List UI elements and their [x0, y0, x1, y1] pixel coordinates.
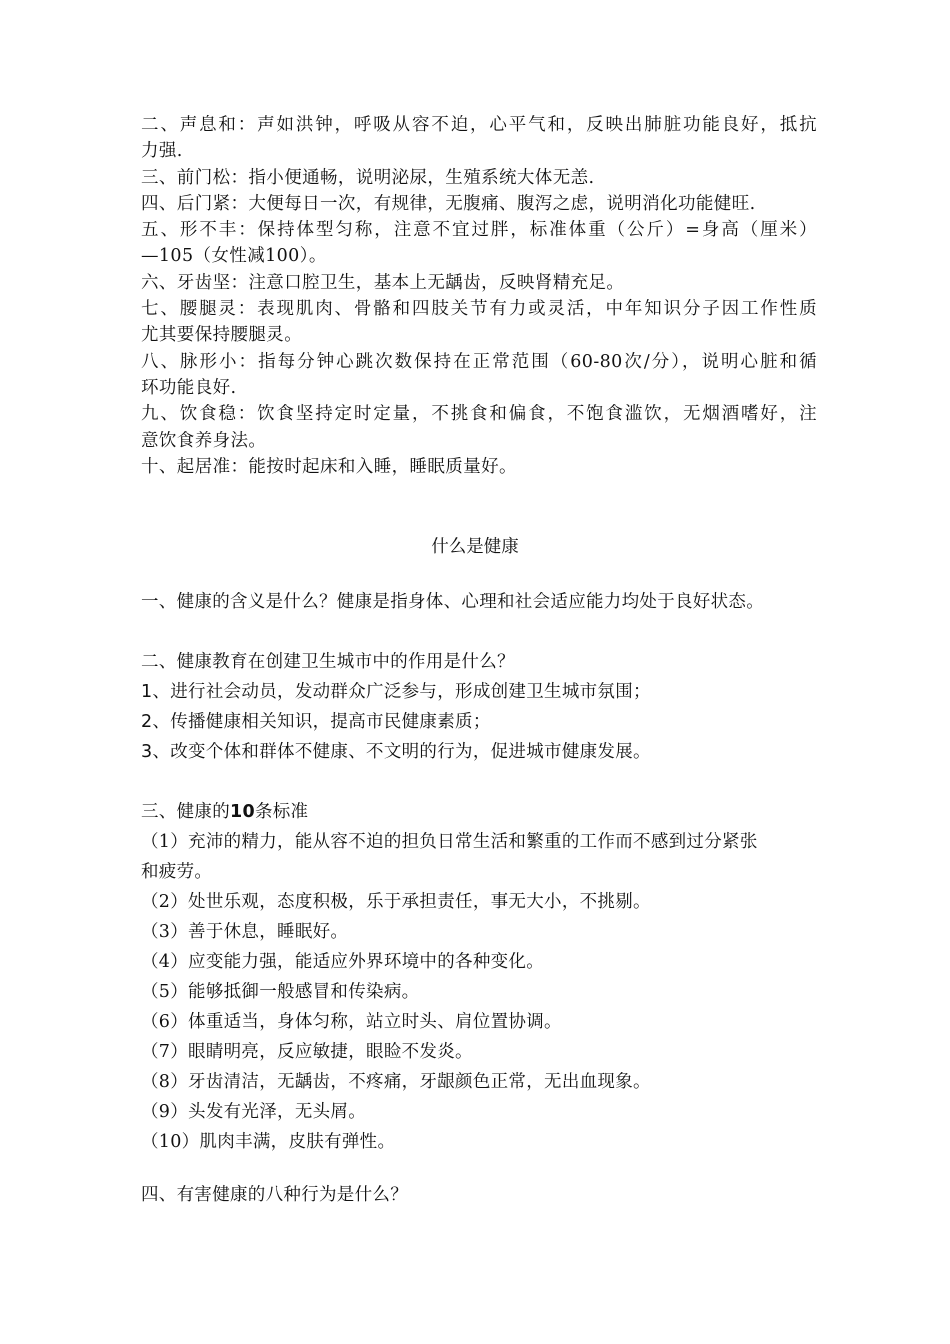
list-item: 六、牙齿坚：注意口腔卫生，基本上无龋齿，反映肾精充足。	[141, 272, 625, 293]
list-item: 3、改变个体和群体不健康、不文明的行为，促进城市健康发展。	[141, 742, 651, 762]
list-item: 八、脉形小：指每分钟心跳次数保持在正常范围（60-80次/分），说明心脏和循	[141, 351, 817, 372]
section-title: 什么是健康	[431, 537, 519, 557]
ten-signs-list	[141, 112, 817, 480]
list-item: 环功能良好.	[141, 377, 237, 398]
heading-number: 10	[230, 802, 255, 822]
list-item: （10）肌肉丰满，皮肤有弹性。	[141, 1132, 396, 1152]
list-item: （1）充沛的精力，能从容不迫的担负日常生活和繁重的工作而不感到过分紧张	[141, 832, 758, 852]
list-item: （7）眼睛明亮，反应敏捷，眼睑不发炎。	[141, 1042, 473, 1062]
list-item: 七、腰腿灵：表现肌肉、骨骼和四肢关节有力或灵活，中年知识分子因工作性质	[141, 299, 817, 320]
question-3-heading	[141, 797, 821, 827]
list-item: 意饮食养身法。	[141, 430, 267, 451]
list-item: 1、进行社会动员，发动群众广泛参与，形成创建卫生城市氛围；	[141, 682, 651, 702]
list-item: （2）处世乐观，态度积极，乐于承担责任，事无大小，不挑剔。	[141, 892, 651, 912]
list-item: （8）牙齿清洁，无龋齿，不疼痛，牙龈颜色正常，无出血现象。	[141, 1072, 651, 1092]
list-item: 和疲劳。	[141, 862, 213, 882]
list-item: 九、饮食稳：饮食坚持定时定量，不挑食和偏食，不饱食滥饮，无烟酒嗜好，注	[141, 404, 817, 425]
list-item: 尤其要保持腰腿灵。	[141, 325, 303, 346]
heading-text: 条标准	[254, 802, 309, 822]
heading-text: 三、健康的	[141, 802, 230, 822]
list-item: （5）能够抵御一般感冒和传染病。	[141, 982, 420, 1002]
list-item: 二、声息和：声如洪钟，呼吸从容不迫，心平气和，反映出肺脏功能良好，抵抗	[141, 115, 817, 135]
list-item: 四、后门紧：大便每日一次，有规律，无腹痛、腹泻之虑，说明消化功能健旺.	[141, 193, 756, 214]
list-item: （6）体重适当，身体匀称，站立时头、肩位置协调。	[141, 1012, 562, 1032]
list-item: 2、传播健康相关知识，提高市民健康素质；	[141, 712, 491, 732]
health-qa-section	[141, 587, 821, 1205]
list-item: —105（女性减100）。	[141, 246, 327, 267]
list-item: 五、形不丰：保持体型匀称，注意不宜过胖，标准体重（公斤）=身高（厘米）	[141, 220, 817, 241]
question-1: 一、健康的含义是什么？健康是指身体、心理和社会适应能力均处于良好状态。	[141, 592, 764, 612]
list-item: （3）善于休息，睡眠好。	[141, 922, 349, 942]
list-item: 十、起居准：能按时起床和入睡，睡眠质量好。	[141, 456, 517, 477]
list-item: （4）应变能力强，能适应外界环境中的各种变化。	[141, 952, 545, 972]
question-2-heading: 二、健康教育在创建卫生城市中的作用是什么？	[141, 652, 515, 672]
list-item: 三、前门松：指小便通畅，说明泌尿，生殖系统大体无恙.	[141, 167, 595, 188]
list-item: 力强.	[141, 141, 183, 162]
question-4-heading: 四、有害健康的八种行为是什么？	[141, 1185, 408, 1205]
list-item: （9）头发有光泽，无头屑。	[141, 1102, 367, 1122]
